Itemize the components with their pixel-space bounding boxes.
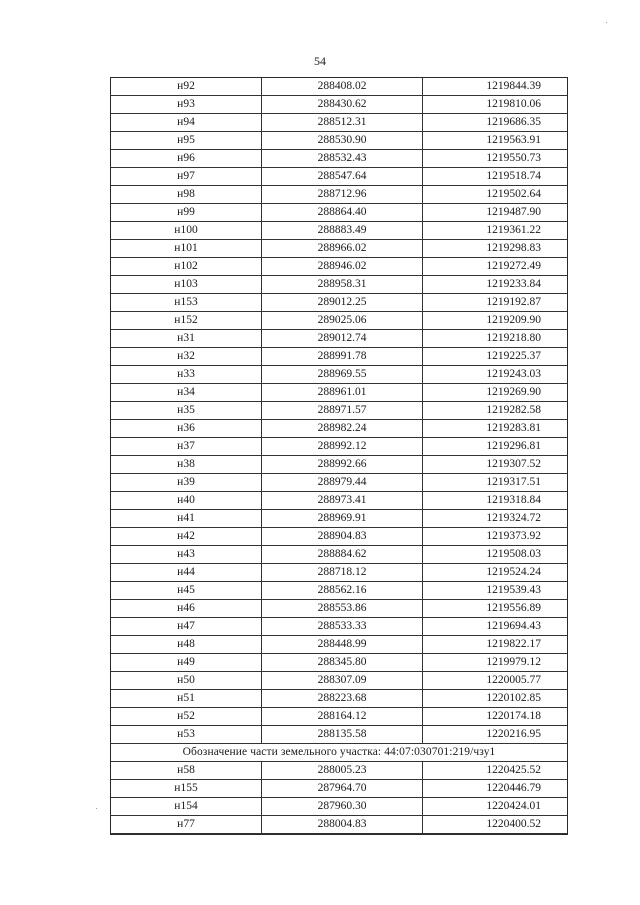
x-coordinate-cell: 288718.12: [262, 564, 423, 582]
y-coordinate-cell: 1219822.17: [423, 636, 568, 654]
y-coordinate-cell: 1219686.35: [423, 114, 568, 132]
table-row: [111, 204, 567, 222]
point-id-cell: н77: [111, 816, 262, 834]
table-row: [111, 672, 567, 690]
x-coordinate-cell: 288307.09: [262, 672, 423, 690]
point-id-cell: н51: [111, 690, 262, 708]
table-row: [111, 150, 567, 168]
point-id-cell: н33: [111, 366, 262, 384]
table-row: [111, 762, 567, 780]
x-coordinate-cell: 288005.23: [262, 762, 423, 780]
y-coordinate-cell: 1219508.03: [423, 546, 568, 564]
x-coordinate-cell: 288991.78: [262, 348, 423, 366]
point-id-cell: н155: [111, 780, 262, 798]
x-coordinate-cell: 288966.02: [262, 240, 423, 258]
table-row: [111, 366, 567, 384]
point-id-cell: н45: [111, 582, 262, 600]
y-coordinate-cell: 1219209.90: [423, 312, 568, 330]
table-row: [111, 816, 567, 834]
x-coordinate-cell: 288553.86: [262, 600, 423, 618]
y-coordinate-cell: 1219373.92: [423, 528, 568, 546]
y-coordinate-cell: 1219524.24: [423, 564, 568, 582]
point-id-cell: н99: [111, 204, 262, 222]
point-id-cell: н96: [111, 150, 262, 168]
x-coordinate-cell: 288864.40: [262, 204, 423, 222]
table-row: [111, 330, 567, 348]
y-coordinate-cell: 1219539.43: [423, 582, 568, 600]
table-row: [111, 528, 567, 546]
table-row: [111, 276, 567, 294]
x-coordinate-cell: 289012.25: [262, 294, 423, 312]
y-coordinate-cell: 1219487.90: [423, 204, 568, 222]
x-coordinate-cell: 288969.91: [262, 510, 423, 528]
y-coordinate-cell: 1219979.12: [423, 654, 568, 672]
y-coordinate-cell: 1219556.89: [423, 600, 568, 618]
point-id-cell: н42: [111, 528, 262, 546]
y-coordinate-cell: 1219844.39: [423, 78, 568, 96]
point-id-cell: н48: [111, 636, 262, 654]
point-id-cell: н38: [111, 456, 262, 474]
table-row: [111, 474, 567, 492]
x-coordinate-cell: 288430.62: [262, 96, 423, 114]
scan-speck: [96, 808, 97, 809]
x-coordinate-cell: 288946.02: [262, 258, 423, 276]
table-row: [111, 240, 567, 258]
point-id-cell: н52: [111, 708, 262, 726]
y-coordinate-cell: 1219225.37: [423, 348, 568, 366]
point-id-cell: н93: [111, 96, 262, 114]
x-coordinate-cell: 288223.68: [262, 690, 423, 708]
x-coordinate-cell: 288533.33: [262, 618, 423, 636]
y-coordinate-cell: 1220005.77: [423, 672, 568, 690]
table-row: [111, 348, 567, 366]
point-id-cell: н58: [111, 762, 262, 780]
section-heading: Обозначение части земельного участка: 44:07:030701:219/чзу1: [111, 744, 567, 762]
x-coordinate-cell: 289025.06: [262, 312, 423, 330]
x-coordinate-cell: 288547.64: [262, 168, 423, 186]
point-id-cell: н39: [111, 474, 262, 492]
y-coordinate-cell: 1219307.52: [423, 456, 568, 474]
point-id-cell: н49: [111, 654, 262, 672]
x-coordinate-cell: 288562.16: [262, 582, 423, 600]
point-id-cell: н31: [111, 330, 262, 348]
table-row: [111, 294, 567, 312]
table-row: [111, 96, 567, 114]
y-coordinate-cell: 1220216.95: [423, 726, 568, 744]
coordinates-table-body-2: [111, 762, 567, 834]
table-row: [111, 186, 567, 204]
table-row: [111, 168, 567, 186]
y-coordinate-cell: 1219283.81: [423, 420, 568, 438]
point-id-cell: н50: [111, 672, 262, 690]
point-id-cell: н36: [111, 420, 262, 438]
x-coordinate-cell: 287964.70: [262, 780, 423, 798]
y-coordinate-cell: 1219563.91: [423, 132, 568, 150]
x-coordinate-cell: 287960.30: [262, 798, 423, 816]
table-row: [111, 564, 567, 582]
point-id-cell: н152: [111, 312, 262, 330]
x-coordinate-cell: 288164.12: [262, 708, 423, 726]
point-id-cell: н44: [111, 564, 262, 582]
point-id-cell: н92: [111, 78, 262, 96]
point-id-cell: н95: [111, 132, 262, 150]
section-heading-row: [111, 744, 567, 762]
point-id-cell: н97: [111, 168, 262, 186]
y-coordinate-cell: 1219324.72: [423, 510, 568, 528]
y-coordinate-cell: 1219502.64: [423, 186, 568, 204]
x-coordinate-cell: 289012.74: [262, 330, 423, 348]
table-row: [111, 600, 567, 618]
coordinates-table-body: [111, 78, 567, 744]
table-row: [111, 708, 567, 726]
table-row: [111, 222, 567, 240]
y-coordinate-cell: 1219317.51: [423, 474, 568, 492]
x-coordinate-cell: 288992.66: [262, 456, 423, 474]
x-coordinate-cell: 288408.02: [262, 78, 423, 96]
x-coordinate-cell: 288971.57: [262, 402, 423, 420]
x-coordinate-cell: 288004.83: [262, 816, 423, 834]
x-coordinate-cell: 288448.99: [262, 636, 423, 654]
x-coordinate-cell: 288530.90: [262, 132, 423, 150]
point-id-cell: н101: [111, 240, 262, 258]
point-id-cell: н94: [111, 114, 262, 132]
x-coordinate-cell: 288135.58: [262, 726, 423, 744]
point-id-cell: н35: [111, 402, 262, 420]
table-row: [111, 798, 567, 816]
section-heading-body: [111, 744, 567, 762]
x-coordinate-cell: 288973.41: [262, 492, 423, 510]
y-coordinate-cell: 1219192.87: [423, 294, 568, 312]
point-id-cell: н34: [111, 384, 262, 402]
table-row: [111, 402, 567, 420]
table-row: [111, 258, 567, 276]
x-coordinate-cell: 288969.55: [262, 366, 423, 384]
table-row: [111, 780, 567, 798]
point-id-cell: н37: [111, 438, 262, 456]
point-id-cell: н41: [111, 510, 262, 528]
y-coordinate-cell: 1219218.80: [423, 330, 568, 348]
table-row: [111, 636, 567, 654]
y-coordinate-cell: 1219282.58: [423, 402, 568, 420]
scan-speck: [606, 22, 607, 23]
table-row: [111, 438, 567, 456]
y-coordinate-cell: 1220424.01: [423, 798, 568, 816]
table-row: [111, 546, 567, 564]
y-coordinate-cell: 1219361.22: [423, 222, 568, 240]
y-coordinate-cell: 1219318.84: [423, 492, 568, 510]
x-coordinate-cell: 288979.44: [262, 474, 423, 492]
x-coordinate-cell: 288958.31: [262, 276, 423, 294]
y-coordinate-cell: 1219298.83: [423, 240, 568, 258]
table-row: [111, 618, 567, 636]
point-id-cell: н43: [111, 546, 262, 564]
point-id-cell: н102: [111, 258, 262, 276]
x-coordinate-cell: 288992.12: [262, 438, 423, 456]
point-id-cell: н46: [111, 600, 262, 618]
point-id-cell: н98: [111, 186, 262, 204]
y-coordinate-cell: 1219233.84: [423, 276, 568, 294]
x-coordinate-cell: 288884.62: [262, 546, 423, 564]
table-row: [111, 726, 567, 744]
table-row: [111, 456, 567, 474]
x-coordinate-cell: 288883.49: [262, 222, 423, 240]
y-coordinate-cell: 1220174.18: [423, 708, 568, 726]
table-row: [111, 492, 567, 510]
x-coordinate-cell: 288712.96: [262, 186, 423, 204]
y-coordinate-cell: 1219269.90: [423, 384, 568, 402]
point-id-cell: н47: [111, 618, 262, 636]
table-row: [111, 132, 567, 150]
x-coordinate-cell: 288982.24: [262, 420, 423, 438]
y-coordinate-cell: 1220425.52: [423, 762, 568, 780]
table-row: [111, 384, 567, 402]
y-coordinate-cell: 1219243.03: [423, 366, 568, 384]
x-coordinate-cell: 288345.80: [262, 654, 423, 672]
y-coordinate-cell: 1220446.79: [423, 780, 568, 798]
y-coordinate-cell: 1219550.73: [423, 150, 568, 168]
y-coordinate-cell: 1219296.81: [423, 438, 568, 456]
table-row: [111, 690, 567, 708]
coordinates-table: [110, 77, 568, 835]
point-id-cell: н53: [111, 726, 262, 744]
y-coordinate-cell: 1220102.85: [423, 690, 568, 708]
point-id-cell: н100: [111, 222, 262, 240]
point-id-cell: н154: [111, 798, 262, 816]
table-row: [111, 312, 567, 330]
x-coordinate-cell: 288961.01: [262, 384, 423, 402]
y-coordinate-cell: 1219272.49: [423, 258, 568, 276]
table-row: [111, 420, 567, 438]
table-row: [111, 114, 567, 132]
point-id-cell: н153: [111, 294, 262, 312]
x-coordinate-cell: 288532.43: [262, 150, 423, 168]
table-row: [111, 510, 567, 528]
page-number: 54: [314, 54, 326, 68]
y-coordinate-cell: 1219518.74: [423, 168, 568, 186]
table-row: [111, 654, 567, 672]
y-coordinate-cell: 1219694.43: [423, 618, 568, 636]
point-id-cell: н40: [111, 492, 262, 510]
y-coordinate-cell: 1219810.06: [423, 96, 568, 114]
point-id-cell: н32: [111, 348, 262, 366]
point-id-cell: н103: [111, 276, 262, 294]
x-coordinate-cell: 288904.83: [262, 528, 423, 546]
table-row: [111, 582, 567, 600]
y-coordinate-cell: 1220400.52: [423, 816, 568, 834]
x-coordinate-cell: 288512.31: [262, 114, 423, 132]
table-row: [111, 78, 567, 96]
